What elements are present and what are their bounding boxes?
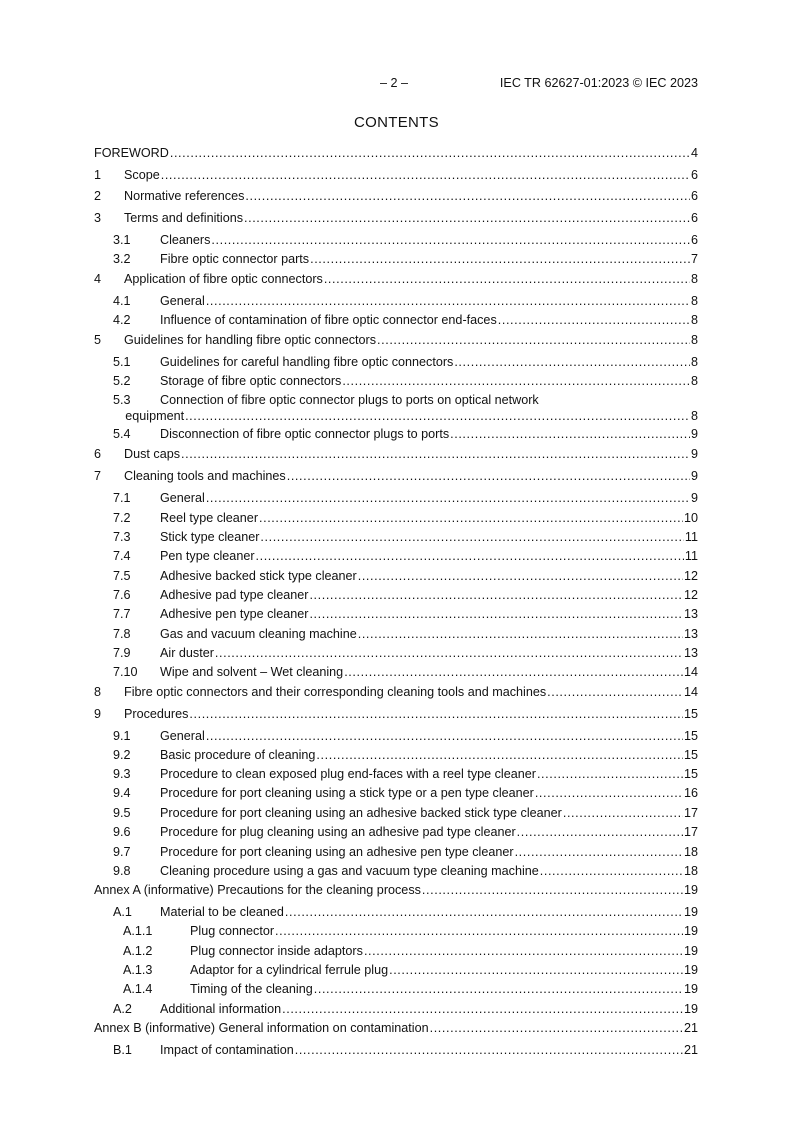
toc-entry-number: 9.6 bbox=[113, 825, 131, 839]
leader-dots bbox=[358, 626, 683, 642]
toc-entry-title: Wipe and solvent – Wet cleaning bbox=[160, 665, 344, 679]
toc-entry[interactable] bbox=[94, 645, 698, 661]
toc-entry-title-continued: equipment bbox=[125, 409, 185, 423]
toc-entry[interactable] bbox=[94, 529, 698, 545]
page-header bbox=[380, 76, 698, 90]
toc-entry-page: 7 bbox=[690, 252, 698, 266]
toc-entry-title: Additional information bbox=[160, 1002, 282, 1016]
leader-dots bbox=[316, 747, 683, 763]
toc-entry-number: 9.1 bbox=[113, 729, 131, 743]
toc-entry-title: Scope bbox=[124, 168, 160, 182]
leader-dots bbox=[295, 1042, 683, 1058]
toc-entry-page: 19 bbox=[683, 982, 698, 996]
toc-entry-title: Adhesive pad type cleaner bbox=[160, 588, 309, 602]
toc-entry-title: Plug connector inside adaptors bbox=[190, 944, 363, 958]
toc-entry[interactable] bbox=[94, 981, 698, 997]
leader-dots bbox=[540, 863, 683, 879]
leader-dots bbox=[244, 210, 690, 226]
toc-entry-title: General bbox=[160, 729, 205, 743]
leader-dots bbox=[342, 373, 690, 389]
toc-entry-page: 4 bbox=[690, 146, 698, 160]
toc-entry-title: Adaptor for a cylindrical ferrule plug bbox=[190, 963, 389, 977]
toc-entry-page: 12 bbox=[683, 588, 698, 602]
toc-entry-page: 8 bbox=[690, 313, 698, 327]
toc-entry-page: 19 bbox=[683, 905, 698, 919]
toc-entry-page: 8 bbox=[690, 272, 698, 286]
toc-entry-number: 1 bbox=[94, 168, 102, 182]
toc-entry-page: 15 bbox=[683, 748, 698, 762]
toc-entry-number: 7.9 bbox=[113, 646, 131, 660]
toc-entry[interactable] bbox=[94, 446, 698, 462]
toc-entry[interactable] bbox=[94, 548, 698, 564]
toc-entry[interactable] bbox=[94, 626, 698, 642]
toc-entry[interactable] bbox=[94, 664, 698, 680]
leader-dots bbox=[185, 408, 690, 424]
toc-entry-number: 4.1 bbox=[113, 294, 131, 308]
toc-entry-title: Procedure to clean exposed plug end-faces with a reel type cleaner bbox=[160, 767, 536, 781]
toc-entry-number: 9.2 bbox=[113, 748, 131, 762]
toc-entry-number: 9.5 bbox=[113, 806, 131, 820]
toc-entry-page: 6 bbox=[690, 233, 698, 247]
toc-entry-number: 7 bbox=[94, 469, 102, 483]
toc-entry-title: Basic procedure of cleaning bbox=[160, 748, 316, 762]
toc-entry-page: 13 bbox=[683, 627, 698, 641]
toc-entry-number: 6 bbox=[94, 447, 102, 461]
leader-dots bbox=[256, 548, 684, 564]
toc-entry[interactable] bbox=[94, 747, 698, 763]
toc-entry[interactable] bbox=[94, 1001, 698, 1017]
leader-dots bbox=[206, 490, 690, 506]
toc-entry-title: Guidelines for handling fibre optic connectors bbox=[124, 333, 377, 347]
toc-entry-number: 7.7 bbox=[113, 607, 131, 621]
toc-entry-number: 3.1 bbox=[113, 233, 131, 247]
toc-entry-title: General bbox=[160, 294, 205, 308]
toc-entry-number: 9.3 bbox=[113, 767, 131, 781]
leader-dots bbox=[517, 824, 683, 840]
toc-entry-number: 8 bbox=[94, 685, 102, 699]
toc-entry[interactable] bbox=[94, 468, 698, 484]
toc-entry-title: Reel type cleaner bbox=[160, 511, 259, 525]
leader-dots bbox=[422, 882, 683, 898]
toc-entry-page: 8 bbox=[690, 333, 698, 347]
toc-entry[interactable] bbox=[94, 271, 698, 287]
toc-entry[interactable] bbox=[94, 785, 698, 801]
toc-entry-page: 8 bbox=[690, 374, 698, 388]
toc-entry[interactable] bbox=[94, 145, 698, 161]
toc-entry-number: A.2 bbox=[113, 1002, 132, 1016]
toc-entry-page: 11 bbox=[684, 530, 698, 544]
toc-entry[interactable] bbox=[94, 188, 698, 204]
toc-entry-page: 21 bbox=[683, 1043, 698, 1057]
toc-entry[interactable] bbox=[94, 943, 698, 959]
toc-entry[interactable] bbox=[94, 805, 698, 821]
toc-entry-title: Adhesive backed stick type cleaner bbox=[160, 569, 357, 583]
toc-entry[interactable] bbox=[94, 904, 698, 920]
toc-entry[interactable] bbox=[94, 332, 698, 348]
toc-entry[interactable] bbox=[94, 962, 698, 978]
toc-entry-title: Procedures bbox=[124, 707, 189, 721]
toc-entry-page: 6 bbox=[690, 168, 698, 182]
toc-entry-number: 7.1 bbox=[113, 491, 131, 505]
toc-entry-page: 19 bbox=[683, 883, 698, 897]
leader-dots bbox=[389, 962, 683, 978]
toc-entry-page: 19 bbox=[683, 924, 698, 938]
toc-entry-title: Storage of fibre optic connectors bbox=[160, 374, 342, 388]
toc-entry-number: 3.2 bbox=[113, 252, 131, 266]
toc-entry[interactable] bbox=[94, 824, 698, 840]
leader-dots bbox=[170, 145, 690, 161]
leader-dots bbox=[275, 923, 683, 939]
leader-dots bbox=[245, 188, 690, 204]
toc-entry-page: 9 bbox=[690, 447, 698, 461]
toc-entry-number: A.1 bbox=[113, 905, 132, 919]
toc-entry[interactable] bbox=[94, 587, 698, 603]
leader-dots bbox=[515, 844, 683, 860]
toc-entry-number: 7.5 bbox=[113, 569, 131, 583]
toc-entry-page: 6 bbox=[690, 189, 698, 203]
toc-entry[interactable] bbox=[94, 923, 698, 939]
toc-entry[interactable] bbox=[94, 706, 698, 722]
contents-title: CONTENTS bbox=[354, 114, 439, 131]
toc-entry[interactable] bbox=[94, 606, 698, 622]
toc-entry[interactable] bbox=[94, 293, 698, 309]
toc-entry-number: 4 bbox=[94, 272, 102, 286]
toc-entry[interactable] bbox=[94, 1042, 698, 1058]
toc-entry[interactable] bbox=[94, 251, 698, 267]
leader-dots bbox=[310, 251, 690, 267]
toc-entry[interactable] bbox=[94, 728, 698, 744]
leader-dots bbox=[324, 271, 690, 287]
leader-dots bbox=[285, 904, 683, 920]
leader-dots bbox=[309, 587, 683, 603]
toc-entry-number: 2 bbox=[94, 189, 102, 203]
toc-entry-title: Normative references bbox=[124, 189, 245, 203]
toc-entry[interactable] bbox=[94, 568, 698, 584]
leader-dots bbox=[309, 606, 683, 622]
toc-entry[interactable] bbox=[94, 392, 698, 408]
toc-entry[interactable] bbox=[94, 882, 698, 898]
toc-entry-number: 9 bbox=[94, 707, 102, 721]
toc-entry-number: 7.8 bbox=[113, 627, 131, 641]
toc-entry-title: Material to be cleaned bbox=[160, 905, 284, 919]
leader-dots bbox=[563, 805, 683, 821]
leader-dots bbox=[358, 568, 683, 584]
toc-entry-number: B.1 bbox=[113, 1043, 132, 1057]
toc-entry-title: Annex B (informative) General information on contamination bbox=[94, 1021, 429, 1035]
toc-entry[interactable] bbox=[94, 490, 698, 506]
toc-entry-page: 19 bbox=[683, 1002, 698, 1016]
leader-dots bbox=[282, 1001, 683, 1017]
toc-entry-title: Plug connector bbox=[190, 924, 275, 938]
toc-entry-page: 10 bbox=[683, 511, 698, 525]
toc-entry[interactable] bbox=[94, 510, 698, 526]
toc-entry-number: 7.4 bbox=[113, 549, 131, 563]
leader-dots bbox=[215, 645, 683, 661]
toc-entry-page: 6 bbox=[690, 211, 698, 225]
toc-entry-title: Cleaning procedure using a gas and vacuum type cleaning machine bbox=[160, 864, 539, 878]
page-number: – 2 – bbox=[380, 76, 409, 90]
toc-entry-number: 5.4 bbox=[113, 427, 131, 441]
toc-entry-title: Fibre optic connectors and their corresponding cleaning tools and machines bbox=[124, 685, 547, 699]
toc-entry-title: Connection of fibre optic connector plugs to ports on optical network bbox=[160, 393, 539, 407]
toc-entry-page: 8 bbox=[690, 355, 698, 369]
leader-dots bbox=[377, 332, 690, 348]
leader-dots bbox=[161, 167, 690, 183]
toc-entry-title: General bbox=[160, 491, 205, 505]
toc-entry-title: Gas and vacuum cleaning machine bbox=[160, 627, 357, 641]
toc-entry-title: Timing of the cleaning bbox=[190, 982, 313, 996]
leader-dots bbox=[206, 728, 683, 744]
toc-entry-title: Air duster bbox=[160, 646, 214, 660]
toc-entry-number: A.1.3 bbox=[123, 963, 153, 977]
toc-entry-title: Impact of contamination bbox=[160, 1043, 294, 1057]
toc-entry-number: A.1.2 bbox=[123, 944, 153, 958]
toc-entry-page: 12 bbox=[683, 569, 698, 583]
toc-entry-page: 13 bbox=[683, 607, 698, 621]
toc-entry-number: A.1.1 bbox=[123, 924, 153, 938]
toc-entry-number: 7.3 bbox=[113, 530, 131, 544]
toc-entry-number: A.1.4 bbox=[123, 982, 153, 996]
toc-entry-number: 7.6 bbox=[113, 588, 131, 602]
toc-entry[interactable] bbox=[94, 312, 698, 328]
leader-dots bbox=[344, 664, 683, 680]
toc-entry-title: Cleaners bbox=[160, 233, 211, 247]
toc-entry[interactable] bbox=[94, 167, 698, 183]
leader-dots bbox=[287, 468, 690, 484]
leader-dots bbox=[260, 529, 684, 545]
toc-entry-title: Stick type cleaner bbox=[160, 530, 260, 544]
toc-entry-page: 19 bbox=[683, 944, 698, 958]
leader-dots bbox=[454, 354, 690, 370]
toc-entry-page: 19 bbox=[683, 963, 698, 977]
leader-dots bbox=[537, 766, 683, 782]
toc-entry-number: 4.2 bbox=[113, 313, 131, 327]
toc-entry-title: Procedure for plug cleaning using an adhesive pad type cleaner bbox=[160, 825, 516, 839]
toc-entry-page: 17 bbox=[683, 825, 698, 839]
toc-entry-number: 5.3 bbox=[113, 393, 131, 407]
toc-entry-page: 11 bbox=[684, 549, 698, 563]
toc-entry-title: Guidelines for careful handling fibre optic connectors bbox=[160, 355, 454, 369]
toc-entry-title: Fibre optic connector parts bbox=[160, 252, 310, 266]
toc-entry-title: Disconnection of fibre optic connector plugs to ports bbox=[160, 427, 450, 441]
toc-entry-page: 8 bbox=[690, 294, 698, 308]
leader-dots bbox=[181, 446, 690, 462]
leader-dots bbox=[206, 293, 690, 309]
leader-dots bbox=[211, 232, 690, 248]
toc-entry-number: 5.2 bbox=[113, 374, 131, 388]
toc-entry-title: Procedure for port cleaning using an adhesive pen type cleaner bbox=[160, 845, 514, 859]
toc-entry-page: 13 bbox=[683, 646, 698, 660]
toc-entry-page: 14 bbox=[683, 665, 698, 679]
toc-entry[interactable] bbox=[94, 766, 698, 782]
leader-dots bbox=[450, 426, 690, 442]
toc-entry-title: Annex A (informative) Precautions for the cleaning process bbox=[94, 883, 421, 897]
toc-entry[interactable] bbox=[94, 863, 698, 879]
toc-entry-title: Cleaning tools and machines bbox=[124, 469, 286, 483]
toc-entry-page: 9 bbox=[690, 427, 698, 441]
toc-entry-page: 9 bbox=[690, 491, 698, 505]
toc-entry-number: 9.8 bbox=[113, 864, 131, 878]
toc-entry-title: Pen type cleaner bbox=[160, 549, 255, 563]
leader-dots bbox=[547, 684, 683, 700]
leader-dots bbox=[364, 943, 683, 959]
toc-entry-title: Procedure for port cleaning using an adhesive backed stick type cleaner bbox=[160, 806, 562, 820]
toc-entry-title: Influence of contamination of fibre optic connector end-faces bbox=[160, 313, 497, 327]
toc-entry-page: 9 bbox=[690, 469, 698, 483]
toc-entry-page: 15 bbox=[683, 707, 698, 721]
toc-entry-page: 21 bbox=[683, 1021, 698, 1035]
toc-entry[interactable] bbox=[94, 1020, 698, 1036]
leader-dots bbox=[498, 312, 690, 328]
toc-entry-number: 3 bbox=[94, 211, 102, 225]
leader-dots bbox=[259, 510, 683, 526]
toc-entry-number: 5 bbox=[94, 333, 102, 347]
toc-entry-page: 15 bbox=[683, 767, 698, 781]
toc-entry-title: Adhesive pen type cleaner bbox=[160, 607, 309, 621]
toc-entry-title: Application of fibre optic connectors bbox=[124, 272, 323, 286]
toc-entry-page: 14 bbox=[683, 685, 698, 699]
toc-entry[interactable] bbox=[94, 373, 698, 389]
leader-dots bbox=[430, 1020, 683, 1036]
toc-entry-page: 15 bbox=[683, 729, 698, 743]
toc-entry-title: Procedure for port cleaning using a stick type or a pen type cleaner bbox=[160, 786, 534, 800]
toc-entry-page: 18 bbox=[683, 845, 698, 859]
toc-entry-page: 18 bbox=[683, 864, 698, 878]
leader-dots bbox=[535, 785, 683, 801]
leader-dots bbox=[314, 981, 683, 997]
toc-entry-title: Terms and definitions bbox=[124, 211, 244, 225]
document-reference: IEC TR 62627-01:2023 © IEC 2023 bbox=[499, 76, 698, 90]
toc-entry[interactable] bbox=[94, 210, 698, 226]
toc-entry[interactable] bbox=[94, 426, 698, 442]
toc-entry[interactable] bbox=[94, 354, 698, 370]
toc-entry-number: 7.2 bbox=[113, 511, 131, 525]
toc-entry-page: 16 bbox=[683, 786, 698, 800]
leader-dots bbox=[189, 706, 683, 722]
toc-entry-number: 7.10 bbox=[113, 665, 138, 679]
toc-entry-number: 9.7 bbox=[113, 845, 131, 859]
toc-entry[interactable] bbox=[94, 232, 698, 248]
toc-entry-title: Dust caps bbox=[124, 447, 180, 461]
toc-entry-page: 17 bbox=[683, 806, 698, 820]
toc-entry-number: 9.4 bbox=[113, 786, 131, 800]
toc-entry-continuation[interactable] bbox=[94, 408, 698, 424]
toc-entry[interactable] bbox=[94, 844, 698, 860]
toc-entry-page: 8 bbox=[690, 409, 698, 423]
toc-entry-title: FOREWORD bbox=[94, 146, 169, 160]
toc-entry-number: 5.1 bbox=[113, 355, 131, 369]
toc-entry[interactable] bbox=[94, 684, 698, 700]
